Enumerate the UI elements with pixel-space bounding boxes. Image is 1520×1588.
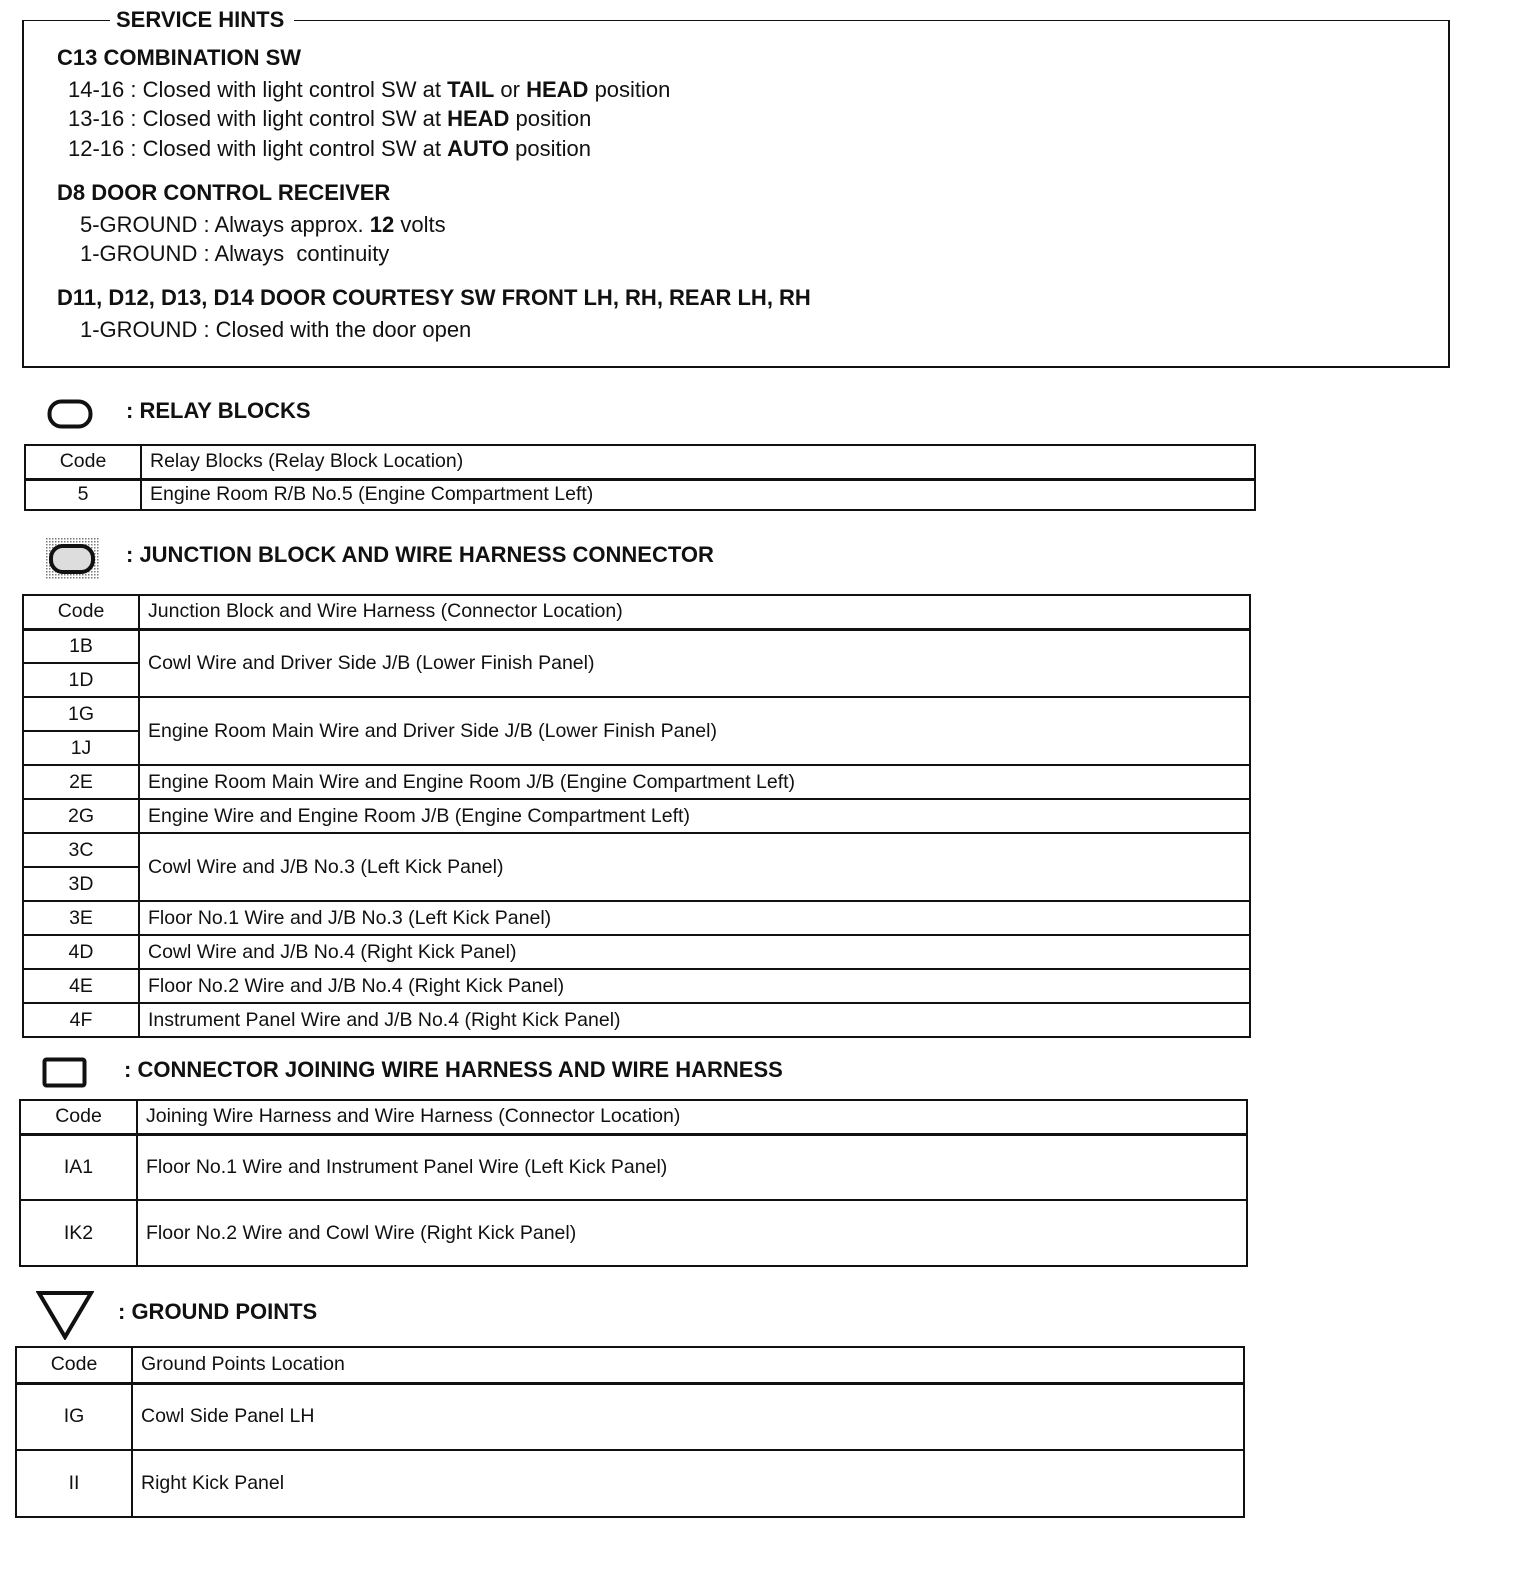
hint-text: 1-GROUND : Always continuity <box>80 241 390 266</box>
row-description: Cowl Wire and J/B No.4 (Right Kick Panel) <box>139 935 1250 969</box>
row-code: IA1 <box>20 1134 137 1200</box>
row-code: 1J <box>23 731 139 765</box>
row-code: IK2 <box>20 1200 137 1266</box>
hint-line <box>80 212 446 238</box>
hint-text: position <box>509 106 592 131</box>
row-description: Instrument Panel Wire and J/B No.4 (Right Kick Panel) <box>139 1003 1250 1037</box>
hint-line <box>68 136 591 162</box>
table-row <box>23 765 1250 799</box>
table-header-row <box>25 445 1255 479</box>
hint-text: 13-16 : Closed with light control SW at <box>68 106 448 131</box>
hint-group-heading: C13 COMBINATION SW <box>57 45 302 70</box>
hint-emphasis: HEAD <box>526 77 589 102</box>
row-description: Floor No.1 Wire and Instrument Panel Wire (Left Kick Panel) <box>137 1134 1247 1200</box>
table-row <box>23 629 1250 663</box>
row-description: Floor No.2 Wire and Cowl Wire (Right Kick Panel) <box>137 1200 1247 1266</box>
shaded-oval-icon <box>46 538 100 580</box>
hint-text: position <box>509 136 591 161</box>
rounded-oval-icon <box>47 399 95 431</box>
header-description: Joining Wire Harness and Wire Harness (Connector Location) <box>137 1100 1247 1134</box>
row-code: 3E <box>23 901 139 935</box>
row-description: Engine Wire and Engine Room J/B (Engine Compartment Left) <box>139 799 1250 833</box>
hint-text: 5-GROUND : Always approx. <box>80 212 370 237</box>
hint-line <box>68 106 591 132</box>
table-row <box>23 799 1250 833</box>
ground-points-heading: : GROUND POINTS <box>118 1299 318 1324</box>
header-code: Code <box>25 445 141 479</box>
connectors-heading: : CONNECTOR JOINING WIRE HARNESS AND WIRE HARNESS <box>124 1057 783 1082</box>
table-row <box>20 1200 1247 1266</box>
header-description: Relay Blocks (Relay Block Location) <box>141 445 1255 479</box>
connectors-table <box>19 1099 1248 1267</box>
hint-text: 1-GROUND : Closed with the door open <box>80 317 472 342</box>
row-code: 3D <box>23 867 139 901</box>
hint-line <box>80 317 471 343</box>
row-description: Right Kick Panel <box>132 1450 1244 1517</box>
row-code: 5 <box>25 479 141 510</box>
row-code: 4D <box>23 935 139 969</box>
row-description: Floor No.2 Wire and J/B No.4 (Right Kick Panel) <box>139 969 1250 1003</box>
hint-emphasis: AUTO <box>447 136 509 161</box>
ground-points-table <box>15 1346 1245 1518</box>
table-row <box>23 969 1250 1003</box>
hint-emphasis: 12 <box>369 212 395 237</box>
junction-blocks-heading: : JUNCTION BLOCK AND WIRE HARNESS CONNECTOR <box>126 542 714 567</box>
table-row <box>16 1450 1244 1517</box>
hint-text: 14-16 : Closed with light control SW at <box>68 77 448 102</box>
rectangle-icon <box>42 1057 88 1089</box>
hint-group-heading: D8 DOOR CONTROL RECEIVER <box>57 180 391 205</box>
row-code: 4F <box>23 1003 139 1037</box>
hint-line <box>68 77 670 103</box>
table-row <box>16 1383 1244 1450</box>
row-description: Cowl Side Panel LH <box>132 1383 1244 1450</box>
row-code: 3C <box>23 833 139 867</box>
table-row <box>25 479 1255 510</box>
service-hints-title: SERVICE HINTS <box>110 7 294 33</box>
table-row <box>23 697 1250 731</box>
hint-emphasis: HEAD <box>447 106 510 131</box>
table-row <box>23 935 1250 969</box>
row-code: 1B <box>23 629 139 663</box>
row-description: Engine Room R/B No.5 (Engine Compartment Left) <box>141 479 1255 510</box>
row-description: Engine Room Main Wire and Driver Side J/B (Lower Finish Panel) <box>139 697 1250 765</box>
header-code: Code <box>16 1347 132 1383</box>
table-row <box>20 1134 1247 1200</box>
header-code: Code <box>20 1100 137 1134</box>
table-row <box>23 833 1250 867</box>
table-header-row <box>16 1347 1244 1383</box>
row-code: 1D <box>23 663 139 697</box>
ground-triangle-icon <box>36 1290 94 1340</box>
row-code: II <box>16 1450 132 1517</box>
hint-text: volts <box>394 212 446 237</box>
table-header-row <box>23 595 1250 629</box>
row-code: 2G <box>23 799 139 833</box>
row-code: 2E <box>23 765 139 799</box>
hint-text: 12-16 : Closed with light control SW at <box>68 136 448 161</box>
row-description: Engine Room Main Wire and Engine Room J/B (Engine Compartment Left) <box>139 765 1250 799</box>
header-code: Code <box>23 595 139 629</box>
hint-emphasis: TAIL <box>447 77 495 102</box>
row-description: Cowl Wire and Driver Side J/B (Lower Finish Panel) <box>139 629 1250 697</box>
hint-line <box>80 241 389 267</box>
relay-blocks-table <box>24 444 1256 511</box>
hint-group-heading: D11, D12, D13, D14 DOOR COURTESY SW FRONT LH, RH, REAR LH, RH <box>57 285 811 310</box>
row-code: IG <box>16 1383 132 1450</box>
hint-text: position <box>588 77 671 102</box>
table-row <box>23 1003 1250 1037</box>
row-description: Floor No.1 Wire and J/B No.3 (Left Kick Panel) <box>139 901 1250 935</box>
junction-blocks-table <box>22 594 1251 1038</box>
hint-text: or <box>494 77 527 102</box>
header-description: Ground Points Location <box>132 1347 1244 1383</box>
header-description: Junction Block and Wire Harness (Connector Location) <box>139 595 1250 629</box>
relay-blocks-heading: : RELAY BLOCKS <box>126 398 311 423</box>
table-header-row <box>20 1100 1247 1134</box>
table-row <box>23 901 1250 935</box>
row-code: 1G <box>23 697 139 731</box>
row-description: Cowl Wire and J/B No.3 (Left Kick Panel) <box>139 833 1250 901</box>
row-code: 4E <box>23 969 139 1003</box>
